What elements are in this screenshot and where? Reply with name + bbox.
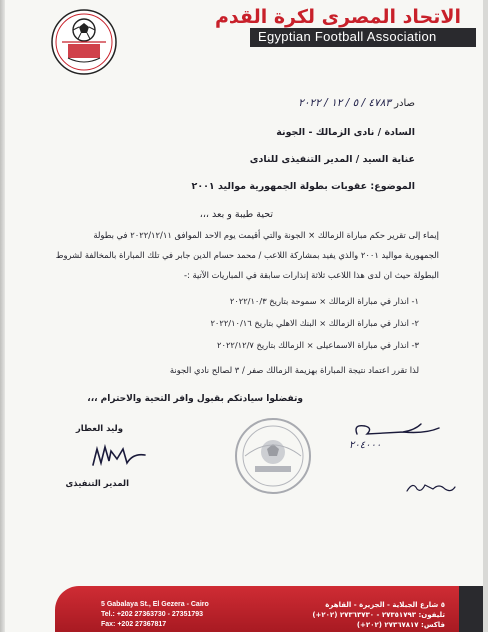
footer-contact-band [55, 586, 465, 632]
footer-fax-english: Fax: +202 27367817 [101, 621, 167, 628]
efa-emblem-icon [50, 8, 118, 76]
warning-item: ٣- انذار في مباراة الاسماعيلى × الزمالك بتاريخ ٢٠٢٢/١٢/٧ [217, 340, 419, 350]
issued-reference [298, 97, 415, 109]
footer-phone-arabic: تليفون: ٢٧٣٥١٧٩٣ - ٢٧٣٦٣٧٣٠ (٢٠٢+) [312, 611, 445, 619]
association-name-arabic: الاتحاد المصرى لكرة القدم [215, 6, 461, 28]
greeting: تحية طيبة و بعد ،،، [199, 209, 273, 220]
handwritten-date: ٢٠٤٠٠٠ [349, 440, 382, 451]
decision-statement: لذا تقرر اعتماد نتيجة المباراة بهزيمة الزمالك صفر / ٣ لصالح نادي الجونة [169, 365, 419, 375]
letter-subject: الموضوع: عقوبات بطولة الجمهورية مواليد ٢٠٠١ [191, 181, 415, 192]
body-paragraph-line: الجمهورية مواليد ٢٠٠١ والذي يفيد بمشاركة اللاعب / محمد حسام الدين جابر في تلك المباراة بالمخالفة لشروط [55, 250, 439, 260]
issued-number: ٤٧٨٣ / ٥ / ١٢ / ٢٠٢٢ [298, 97, 391, 109]
footer-address-arabic: ٥ شارع الجبلاية - الجزيرة - القاهرة [325, 601, 445, 609]
signatory-signature [89, 441, 149, 473]
signatory-title: المدير التنفيذى [65, 479, 129, 489]
official-stamp [233, 416, 313, 496]
footer-address-english: 5 Gabalaya St., El Gezera - Cairo [101, 601, 209, 608]
warning-item: ٢- انذار في مباراة الزمالك × البنك الاهلي بتاريخ ٢٠٢٢/١٠/١٦ [210, 318, 419, 328]
warning-item: ١- انذار في مباراة الزمالك × سموحة بتاريخ ٢٠٢٢/١٠/٣ [229, 296, 419, 306]
footer-fax-arabic: فاكس: ٢٧٣٦٧٨١٧ (٢٠٢+) [356, 621, 445, 629]
letter-page [5, 0, 483, 632]
body-paragraph-line: إيماء إلى تقرير حكم مباراة الزمالك × الجونة والتي أقيمت يوم الاحد الموافق ٢٠٢٢/١٢/١١ في بطولة [93, 230, 439, 240]
association-name-english: Egyptian Football Association [258, 29, 437, 44]
addressee-attention: عناية السيد / المدير التنفيذى للنادى [249, 154, 415, 165]
issued-label: صادر [394, 98, 415, 109]
footer-phone-english: Tel.: +202 27363730 - 27351793 [101, 611, 204, 618]
body-paragraph-line: البطولة حيث ان لدى هذا اللاعب ثلاثة إنذارات سابقة في المباريات الآتية :- [183, 270, 439, 280]
addressee-clubs: السادة / نادى الزمالك - الجونة [276, 127, 415, 138]
footer-dark-strip [459, 586, 483, 632]
closing-salutation: وتفضلوا سيادتكم بقبول وافر التحية والاحترام ،،، [87, 394, 303, 404]
signatory-name: وليد العطار [75, 424, 123, 434]
handwritten-note [405, 479, 457, 495]
